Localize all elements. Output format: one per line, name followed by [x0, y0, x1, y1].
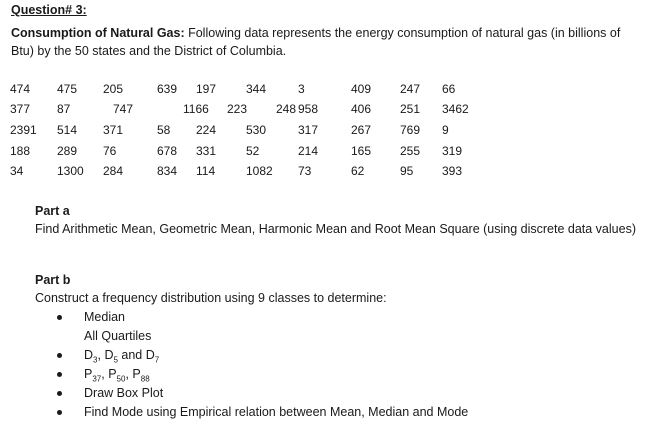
data-cell: 2391 [10, 123, 37, 137]
data-cell: 9 [442, 123, 449, 137]
symbol: P [108, 367, 117, 381]
data-cell: 188 [10, 144, 31, 158]
task-median: Median [57, 310, 468, 329]
task-deciles [57, 348, 468, 367]
data-cell: 214 [298, 144, 319, 158]
bullet-icon [57, 372, 62, 377]
bullet-icon [57, 353, 62, 358]
data-cell: 1166 [183, 102, 209, 116]
symbol-subscript: 7 [154, 355, 160, 365]
symbol-subscript: 88 [140, 374, 150, 384]
separator: and [117, 348, 146, 362]
bullet-icon [57, 315, 62, 320]
data-cell: 1300 [57, 164, 84, 178]
data-cell: 87 [57, 102, 71, 116]
symbol-subscript: 3 [93, 355, 98, 365]
data-cell: 747 [113, 102, 134, 116]
symbol: P [132, 367, 141, 381]
data-cell: 223 [227, 102, 248, 116]
separator: , [101, 367, 109, 381]
data-cell: 73 [298, 164, 312, 178]
data-cell: 371 [103, 123, 124, 137]
part-b-heading: Part b [35, 273, 71, 287]
separator: , [125, 367, 133, 381]
data-cell: 958 [298, 102, 319, 116]
task-box-plot: Draw Box Plot [57, 386, 468, 405]
question-intro [11, 24, 641, 60]
data-cell: 114 [196, 164, 216, 178]
question-description: Following data represents the energy consumption of natural gas (in billions of Btu) by the 50 states and the District of Columbia. [11, 26, 621, 58]
data-cell: 769 [400, 123, 421, 137]
task-percentiles [57, 367, 468, 386]
part-b-text: Construct a frequency distribution using 9 classes to determine: [35, 291, 387, 305]
data-cell: 409 [351, 82, 372, 96]
question-topic: Consumption of Natural Gas: [11, 26, 185, 40]
question-title: Question# 3: [11, 3, 87, 17]
data-cell: 248 [276, 102, 297, 116]
data-cell: 3 [298, 82, 305, 96]
data-cell: 393 [442, 164, 463, 178]
bullet-icon [57, 410, 62, 415]
symbol: P [84, 367, 93, 381]
data-cell: 66 [442, 82, 456, 96]
data-cell: 284 [103, 164, 124, 178]
data-cell: 474 [10, 82, 31, 96]
symbol: D [145, 348, 155, 362]
data-cell: 406 [351, 102, 372, 116]
part-a-text: Find Arithmetic Mean, Geometric Mean, Harmonic Mean and Root Mean Square (using discrete data values) [35, 222, 636, 236]
data-cell: 834 [157, 164, 178, 178]
data-cell: 344 [246, 82, 267, 96]
data-cell: 319 [442, 144, 463, 158]
data-cell: 530 [246, 123, 267, 137]
data-cell: 76 [103, 144, 117, 158]
data-cell: 331 [196, 144, 217, 158]
data-cell: 251 [400, 102, 421, 116]
data-cell: 58 [157, 123, 171, 137]
symbol-subscript: 5 [113, 355, 118, 365]
data-cell: 224 [196, 123, 217, 137]
part-a-heading: Part a [35, 204, 70, 218]
data-cell: 205 [103, 82, 124, 96]
data-cell: 34 [10, 164, 24, 178]
data-cell: 289 [57, 144, 78, 158]
data-cell: 514 [57, 123, 78, 137]
data-cell: 267 [351, 123, 372, 137]
data-cell: 1082 [246, 164, 273, 178]
data-cell: 475 [57, 82, 78, 96]
symbol-subscript: 37 [92, 374, 102, 384]
task-mode: Find Mode using Empirical relation between Mean, Median and Mode [57, 405, 468, 424]
bullet-icon [57, 391, 62, 396]
symbol-subscript: 50 [116, 374, 126, 384]
data-cell: 62 [351, 164, 365, 178]
data-cell: 639 [157, 82, 178, 96]
data-cell: 52 [246, 144, 260, 158]
data-cell: 165 [351, 144, 372, 158]
data-cell: 678 [157, 144, 178, 158]
data-cell: 95 [400, 164, 414, 178]
data-cell: 3462 [442, 102, 469, 116]
data-cell: 247 [400, 82, 421, 96]
data-cell: 377 [10, 102, 31, 116]
separator: , [97, 348, 105, 362]
symbol: D [84, 348, 94, 362]
part-b-task-list [57, 310, 468, 424]
symbol: D [104, 348, 114, 362]
task-quartiles: All Quartiles [84, 329, 152, 343]
data-cell: 197 [196, 82, 217, 96]
data-cell: 255 [400, 144, 421, 158]
data-cell: 317 [298, 123, 319, 137]
